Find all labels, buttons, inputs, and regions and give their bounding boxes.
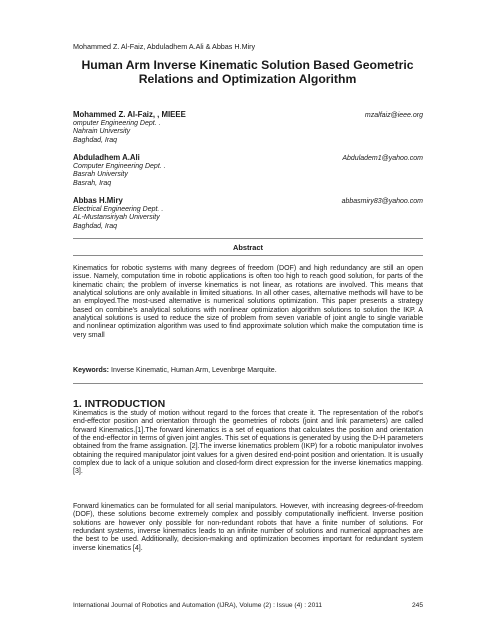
author-affiliation-dept: omputer Engineering Dept. .	[73, 119, 161, 127]
author-affiliation-dept: Electrical Engineering Dept. .	[73, 205, 164, 213]
keywords-label: Keywords:	[73, 367, 110, 374]
author-affiliation-city: Basrah, Iraq	[73, 179, 112, 187]
running-head: Mohammed Z. Al-Faiz, Abduladhem A.Ali & Abbas H.Miry	[73, 42, 256, 51]
author-block-3	[73, 197, 423, 231]
author-affiliation-dept: Computer Engineering Dept. .	[73, 162, 166, 170]
paragraph-text: Kinematics is the study of motion without regard to the forces that create it. The representation of the robot’s end-effector position and orientation through the geometries of robots (joint and link parameters) are called forward Kinematics.[1].The forward kinematics is a set of equations that calculates the position and orientation of the end-effector in terms of given joint angles. This set of equations is generated by using the D-H parameters obtained from the frame assignation. [2].The inverse kinematics problem (IKP) for a robotic manipulator involves obtaining the required manipulator joint values for a given desired end-point position and orientation. It is usually complex due to lack of a unique solution and closed-form direct expression for the inverse kinematics mapping. [3].	[73, 410, 423, 476]
author-email: Abduladem1@yahoo.com	[342, 155, 423, 162]
keywords-line	[73, 367, 423, 374]
section-heading-introduction: 1. INTRODUCTION	[73, 398, 166, 410]
author-affiliation-city: Baghdad, Iraq	[73, 222, 117, 230]
abstract-bottom-rule	[73, 383, 423, 384]
title-line-1: Human Arm Inverse Kinematic Solution Based Geometric	[81, 58, 414, 72]
author-affiliation-university: Basrah University	[73, 171, 128, 179]
author-name: Abbas H.Miry	[73, 196, 123, 205]
page-footer	[73, 602, 423, 609]
author-block-1	[73, 111, 423, 145]
author-affiliation-university: AL-Mustansiriyah University	[73, 214, 160, 222]
author-name: Abduladhem A.Ali	[73, 153, 140, 162]
page-number: 245	[411, 602, 423, 609]
author-block-2	[73, 154, 423, 188]
paper-title	[60, 58, 435, 86]
author-name: Mohammed Z. Al-Faiz, , MIEEE	[73, 110, 186, 119]
keywords-text: Inverse Kinematic, Human Arm, Levenbrge Marquite.	[109, 367, 277, 374]
abstract-heading: Abstract	[233, 243, 263, 252]
intro-paragraph-1	[73, 410, 423, 477]
journal-citation: International Journal of Robotics and Automation (IJRA), Volume (2) : Issue (4) : 2011	[73, 602, 323, 609]
abstract-text: Kinematics for robotic systems with many degrees of freedom (DOF) and high redundancy are still an open issue. Namely, computation time in robotic applications is often too high to reach good solution, for parts of the kinematic chain; the problem of inverse kinematics is not linear, as rotations are involved. This means that analytical solutions are only available in limited situations. In all other cases, alternative methods will have to be an employed.The most-used alternative is numerical solutions optimization. This paper presents a strategy based on combine’s analytical solutions with nonlinear optimization algorithm solutions to solution the IKP. A analytical solutions is used to reduce the size of problem from seven variable of joint angle to single variable and nonlinear optimization algorithm was used to find approximate solution which make the computation time is very small	[73, 265, 423, 339]
author-email: mzalfaiz@ieee.org	[364, 112, 423, 119]
abstract-top-rule	[73, 238, 423, 239]
author-email: abbasmiry83@yahoo.com	[341, 198, 423, 205]
abstract-heading-rule	[73, 255, 423, 256]
author-affiliation-university: Nahrain University	[73, 128, 131, 136]
intro-paragraph-2	[73, 503, 423, 553]
title-line-2: Relations and Optimization Algorithm	[138, 72, 357, 86]
paragraph-text: Forward kinematics can be formulated for all serial manipulators. However, with increasing degrees-of-freedom (DOF), these solutions become extremely complex and possibly computationally inefficient. Inverse position solutions are however only possible for non-redundant robots that have a finite number of solutions. For redundant systems, inverse kinematics leads to an infinite number of solutions and numerical approaches are the best to be used. Additionally, decision-making and optimization becomes important for redundant system inverse kinematics [4].	[73, 503, 423, 552]
author-affiliation-city: Baghdad, Iraq	[73, 136, 117, 144]
